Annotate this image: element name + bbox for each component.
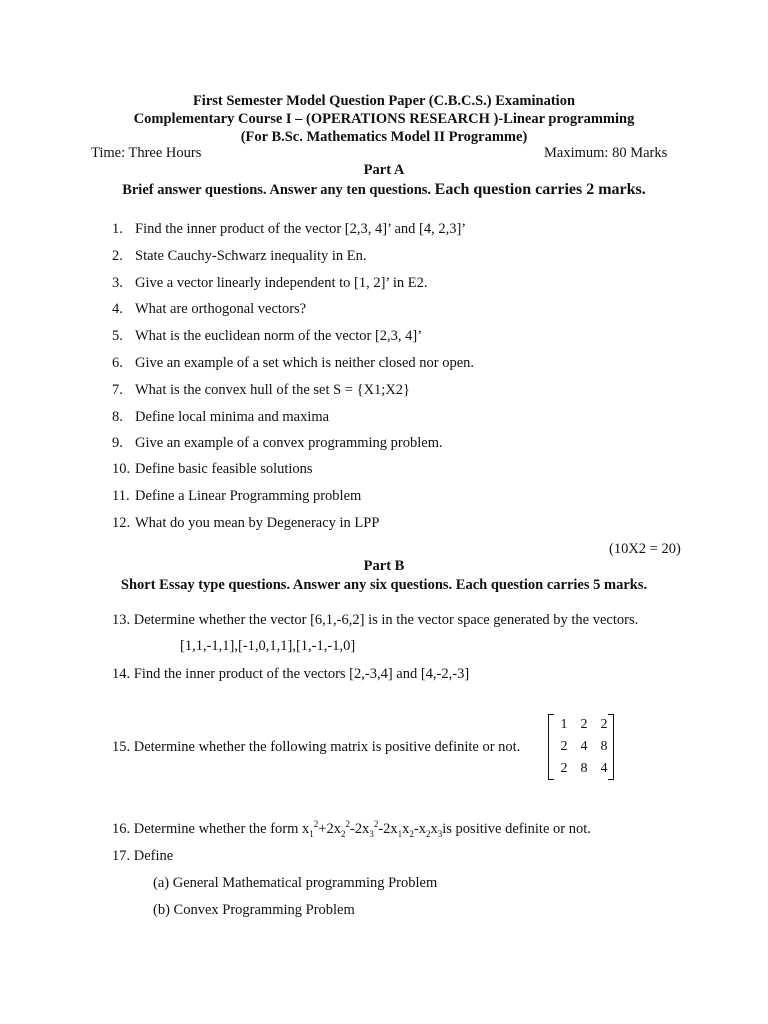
matrix-cell: 1 bbox=[560, 717, 568, 732]
question-17: 17. Define bbox=[112, 848, 174, 864]
question-16: 16. Determine whether the form $x_1^2+2x_2^2-2x_3^2-2x_1x_2-x_2x_3is$ positive definite or not. bbox=[112, 819, 591, 839]
programme-title: (For B.Sc. Mathematics Model II Programme) bbox=[240, 129, 528, 145]
question-4: 4. What are orthogonal vectors? bbox=[112, 301, 307, 317]
part-a-instruction-main: Brief answer questions. Answer any ten questions. bbox=[122, 182, 432, 198]
matrix-cell: 8 bbox=[580, 761, 588, 776]
question-6: 6. Give an example of a set which is neither closed nor open. bbox=[112, 355, 475, 371]
matrix-cell: 2 bbox=[580, 717, 588, 732]
max-marks-label: Maximum: 80 Marks bbox=[544, 145, 668, 161]
question-8: 8. Define local minima and maxima bbox=[112, 409, 330, 425]
question-12: 12. What do you mean by Degeneracy in LPP bbox=[112, 515, 380, 531]
question-9: 9. Give an example of a convex programming problem. bbox=[112, 435, 443, 451]
time-label: Time: Three Hours bbox=[91, 145, 202, 161]
matrix-right-bracket bbox=[608, 714, 614, 780]
question-17a: (a) General Mathematical programming Problem bbox=[153, 875, 438, 891]
question-1: 1. Find the inner product of the vector [2,3, 4]’ and [4, 2,3]’ bbox=[112, 221, 467, 237]
course-title: Complementary Course I – (OPERATIONS RESEARCH )-Linear programming bbox=[133, 111, 635, 127]
part-b-title: Part B bbox=[363, 558, 405, 574]
matrix-cell: 2 bbox=[600, 717, 608, 732]
question-5: 5. What is the euclidean norm of the vector [2,3, 4]’ bbox=[112, 328, 423, 344]
question-7: 7. What is the convex hull of the set S = {X1;X2} bbox=[112, 382, 410, 398]
matrix-cell: 4 bbox=[580, 739, 588, 754]
question-13-vectors: [1,1,-1,1],[-1,0,1,1],[1,-1,-1,0] bbox=[180, 638, 356, 654]
part-a-instruction bbox=[0, 181, 768, 199]
matrix bbox=[548, 714, 614, 780]
matrix-cell: 8 bbox=[600, 739, 608, 754]
part-b-instruction: Short Essay type questions. Answer any six questions. Each question carries 5 marks. bbox=[120, 577, 648, 593]
part-a-marks: (10X2 = 20) bbox=[609, 541, 681, 557]
question-2: 2. State Cauchy-Schwarz inequality in En. bbox=[112, 248, 367, 264]
question-15: 15. Determine whether the following matrix is positive definite or not. bbox=[112, 739, 521, 755]
question-10: 10. Define basic feasible solutions bbox=[112, 461, 313, 477]
exam-title: First Semester Model Question Paper (C.B.C.S.) Examination bbox=[192, 93, 576, 109]
question-13: 13. Determine whether the vector [6,1,-6,2] is in the vector space generated by the vectors. bbox=[112, 612, 639, 628]
matrix-cell: 2 bbox=[560, 739, 568, 754]
question-11: 11. Define a Linear Programming problem bbox=[112, 488, 362, 504]
matrix-cell: 2 bbox=[560, 761, 568, 776]
matrix-cell: 4 bbox=[600, 761, 608, 776]
part-a-title: Part A bbox=[363, 162, 405, 178]
part-a-instruction-marks: Each question carries 2 marks. bbox=[434, 181, 646, 198]
question-3: 3. Give a vector linearly independent to [1, 2]’ in E2. bbox=[112, 275, 428, 291]
matrix-table bbox=[554, 714, 614, 780]
question-14: 14. Find the inner product of the vectors [2,-3,4] and [4,-2,-3] bbox=[112, 666, 470, 682]
question-17b: (b) Convex Programming Problem bbox=[153, 902, 355, 918]
